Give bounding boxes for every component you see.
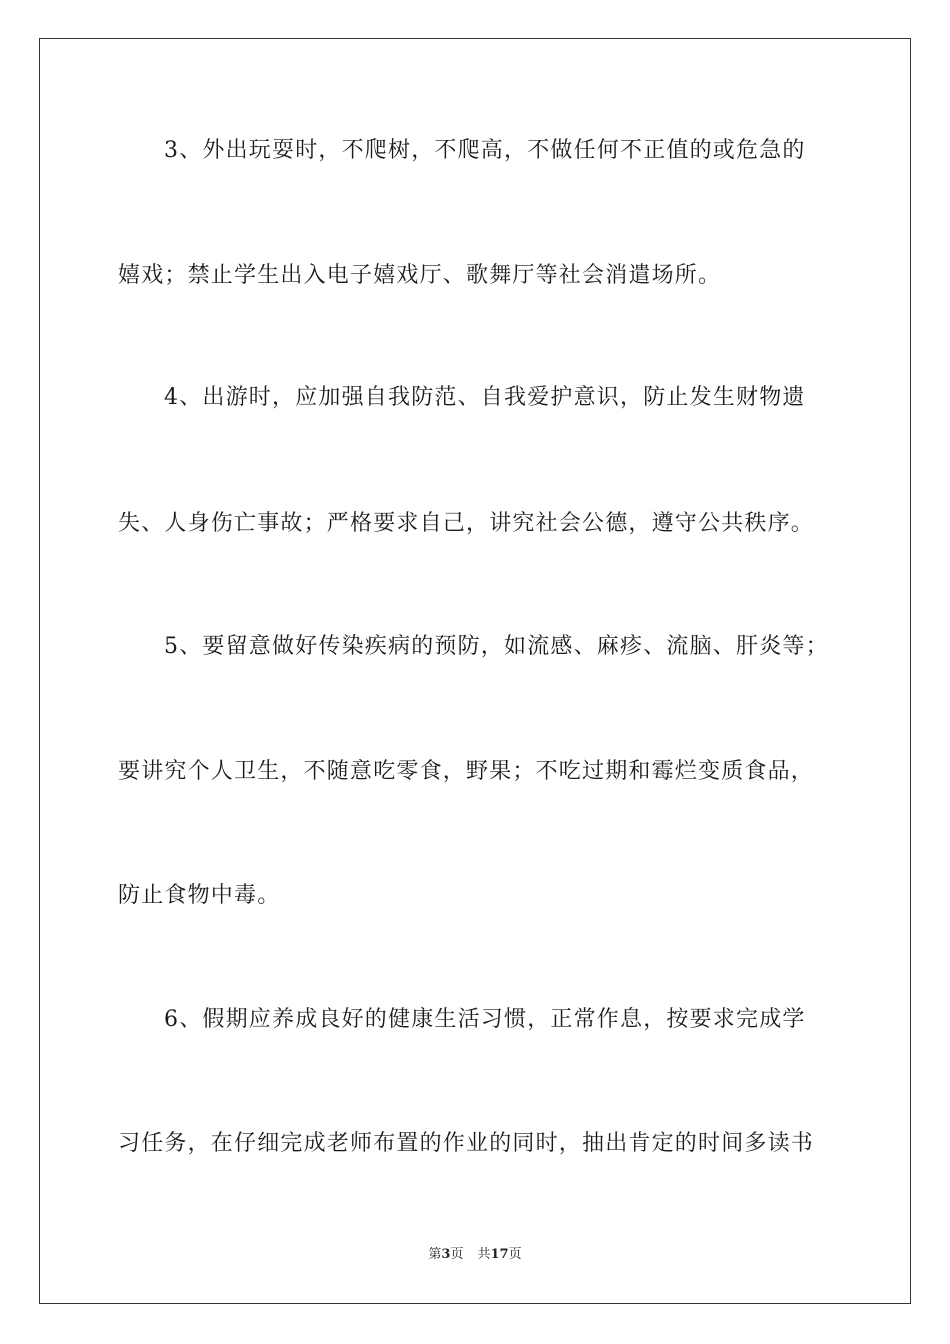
paragraph-3-line-2: 嬉戏；禁止学生出入电子嬉戏厅、歌舞厅等社会消遣场所。 <box>118 263 722 288</box>
total-pages: 17 <box>490 1247 509 1262</box>
page-suffix: 页 <box>450 1247 464 1262</box>
total-suffix: 页 <box>508 1247 522 1262</box>
paragraph-5-line-2: 要讲究个人卫生，不随意吃零食，野果；不吃过期和霉烂变质食品， <box>118 759 815 784</box>
paragraph-3-line-1: 3、外出玩耍时，不爬树，不爬高，不做任何不正值的或危急的 <box>164 138 806 163</box>
paragraph-6-line-2: 习任务，在仔细完成老师布置的作业的同时，抽出肯定的时间多读书 <box>118 1131 815 1156</box>
paragraph-6-line-1: 6、假期应养成良好的健康生活习惯，正常作息，按要求完成学 <box>164 1007 806 1032</box>
page-border <box>39 38 911 1304</box>
paragraph-5-line-3: 防止食物中毒。 <box>118 883 281 908</box>
page-number: 3 <box>441 1247 451 1262</box>
paragraph-4-line-1: 4、出游时，应加强自我防范、自我爱护意识，防止发生财物遗 <box>164 385 806 410</box>
paragraph-5-line-1: 5、要留意做好传染疾病的预防，如流感、麻疹、流脑、肝炎等； <box>164 634 829 659</box>
page-prefix: 第 <box>428 1247 442 1262</box>
total-prefix: 共 <box>477 1247 491 1262</box>
paragraph-4-line-2: 失、人身伤亡事故；严格要求自己，讲究社会公德，遵守公共秩序。 <box>118 511 815 536</box>
page-footer <box>0 1246 950 1264</box>
